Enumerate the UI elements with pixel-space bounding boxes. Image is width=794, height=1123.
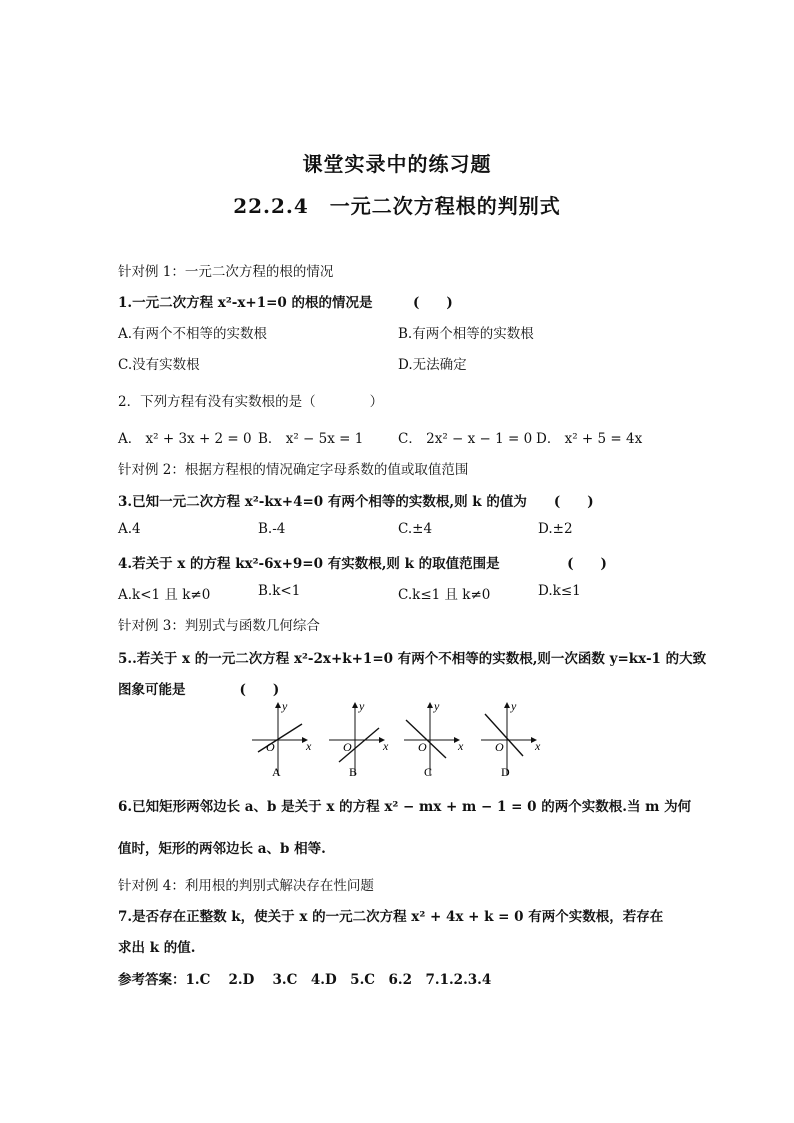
- graph-b-label: B: [349, 765, 358, 779]
- question-7-cont: 求出 k 的值.: [118, 940, 196, 956]
- graph-d-x: x: [535, 739, 541, 753]
- graph-d-label: D: [501, 765, 510, 779]
- q3-option-c: C.±4: [398, 521, 433, 537]
- q2-option-a: A． x² + 3x + 2 = 0: [118, 431, 252, 447]
- option-graphs: [250, 700, 550, 790]
- graph-d-y: y: [511, 700, 517, 713]
- q1-option-c: C.没有实数根: [118, 357, 200, 373]
- question-4: 4.若关于 x 的方程 kx²-6x+9=0 有实数根,则 k 的取值范围是 ( ): [118, 556, 607, 572]
- graph-c-x: x: [458, 739, 464, 753]
- q1-option-a: A.有两个不相等的实数根: [118, 326, 268, 342]
- graph-c-o: O: [418, 740, 427, 754]
- answer-key: 参考答案：1.C 2.D 3.C 4.D 5.C 6.2 7.1.2.3.4: [118, 972, 492, 988]
- question-6: 6.已知矩形两邻边长 a、b 是关于 x 的方程 x² − mx + m − 1 = 0 的两个实数根.当 m 为何: [118, 799, 692, 815]
- q1-option-d: D.无法确定: [398, 357, 467, 373]
- question-7: 7.是否存在正整数 k，使关于 x 的一元二次方程 x² + 4x + k = 0 有两个实数根，若存在: [118, 909, 664, 925]
- q4-option-c: C.k≤1 且 k≠0: [398, 587, 491, 603]
- q4-option-d: D.k≤1: [538, 583, 581, 599]
- question-6-cont: 值时，矩形的两邻边长 a、b 相等.: [118, 841, 326, 857]
- q3-option-a: A.4: [118, 521, 141, 537]
- graph-a-o: O: [266, 740, 275, 754]
- question-2: 2．下列方程有没有实数根的是（ ）: [118, 394, 384, 410]
- section-3-heading: 针对例 3：判别式与函数几何综合: [118, 618, 320, 634]
- q3-option-d: D.±2: [538, 521, 573, 537]
- q3-option-b: B.-4: [258, 521, 286, 537]
- page-title: 课堂实录中的练习题: [302, 152, 492, 176]
- graph-c-y: y: [434, 700, 440, 713]
- section-4-heading: 针对例 4：利用根的判别式解决存在性问题: [118, 878, 374, 894]
- graph-d: [481, 700, 541, 779]
- graph-a-x: x: [306, 739, 312, 753]
- graph-b-o: O: [343, 740, 352, 754]
- graph-b-y: y: [359, 700, 365, 713]
- question-5: 5..若关于 x 的一元二次方程 x²-2x+k+1=0 有两个不相等的实数根,则一次函数 y=kx-1 的大致: [118, 651, 707, 667]
- q1-option-b: B.有两个相等的实数根: [398, 326, 534, 342]
- graph-c: [404, 700, 464, 779]
- q2-option-c: C． 2x² − x − 1 = 0: [398, 431, 533, 447]
- q2-option-b: B． x² − 5x = 1: [258, 431, 364, 447]
- q2-option-d: D． x² + 5 = 4x: [536, 431, 643, 447]
- graph-a: [252, 700, 312, 779]
- graph-b-x: x: [383, 739, 389, 753]
- graph-b: [329, 700, 389, 779]
- graph-c-label: C: [424, 765, 433, 779]
- question-1: 1.一元二次方程 x²-x+1=0 的根的情况是 ( ): [118, 295, 453, 311]
- question-3: 3.已知一元二次方程 x²-kx+4=0 有两个相等的实数根,则 k 的值为 ( ): [118, 494, 594, 510]
- section-1-heading: 针对例 1：一元二次方程的根的情况: [118, 264, 334, 280]
- q4-option-a: A.k<1 且 k≠0: [118, 587, 211, 603]
- section-2-heading: 针对例 2：根据方程根的情况确定字母系数的值或取值范围: [118, 462, 469, 478]
- question-5-cont: 图象可能是 ( ): [118, 682, 280, 698]
- page-subtitle: 22.2.4 一元二次方程根的判别式: [233, 194, 561, 218]
- graph-a-label: A: [272, 765, 281, 779]
- graph-d-o: O: [495, 740, 504, 754]
- graph-a-y: y: [282, 700, 288, 713]
- q4-option-b: B.k<1: [258, 583, 301, 599]
